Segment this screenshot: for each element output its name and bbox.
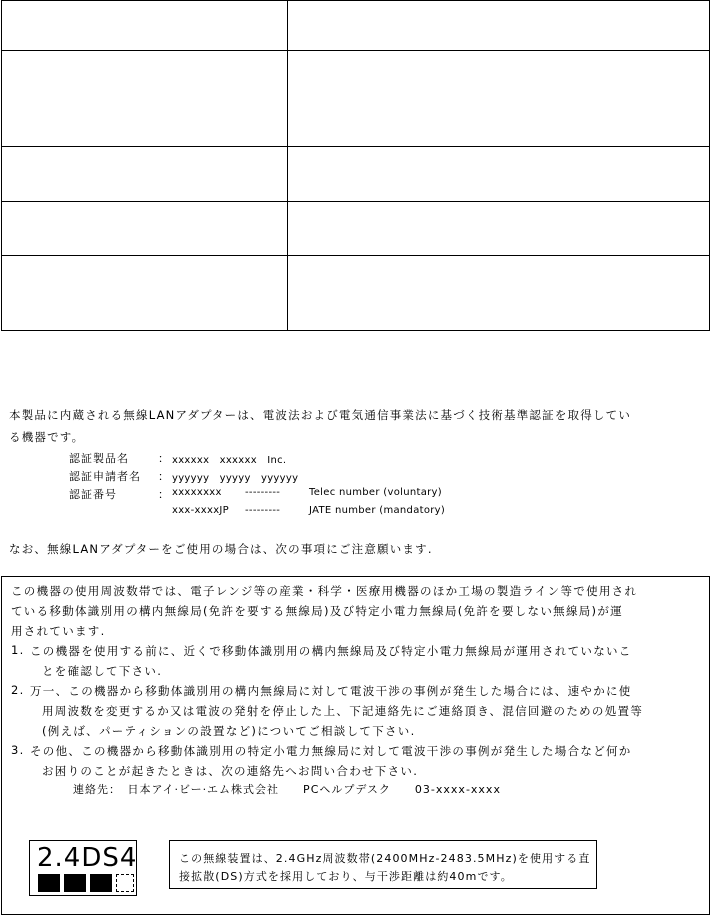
notice-para-line-3: 用されています. <box>11 624 106 638</box>
notice-item-2-line-1: 万一、この機器から移動体識別用の構内無線局に対して電波干渉の事例が発生した場合には、速やかに使 <box>30 684 632 698</box>
notice-para-line-1: この機器の使用周波数帯では、電子レンジ等の産業・科学・医療用機器のほか工場の製造ライン等で使用され <box>11 584 638 598</box>
jate-desc: JATE number (mandatory) <box>309 505 446 516</box>
cert-product-value: xxxxxx xxxxxx Inc. <box>172 455 287 466</box>
logo-bar-filled <box>38 874 60 892</box>
notice-item-2-line-3: (例えば、パーティションの設置など)についてご相談して下さい. <box>42 724 416 738</box>
table-cell <box>288 1 710 51</box>
notice-item-3-line-1: その他、この機器から移動体識別用の特定小電力無線局に対して電波干渉の事例が発生した場合など何か <box>30 744 632 758</box>
intro-line-2: る機器です。 <box>9 430 85 444</box>
radio-note-line-2: 接拡散(DS)方式を採用しており、与干渉距離は約40mです。 <box>179 870 513 883</box>
blank-info-table <box>1 0 710 331</box>
telec-code: xxxxxxxx <box>172 487 222 498</box>
table-cell <box>288 256 710 331</box>
notice-item-1-line-1: この機器を使用する前に、近くで移動体識別用の構内無線局及び特定小電力無線局が運用されていないこ <box>30 644 632 658</box>
intro-line-1: 本製品に内蔵される無線LANアダプターは、電波法および電気通信事業法に基づく技術基準認証を取得してい <box>9 408 632 422</box>
table-cell <box>2 202 288 256</box>
cert-number-label: 認証番号 <box>69 488 117 501</box>
table-cell <box>288 147 710 202</box>
notice-item-2-line-2: 用周波数を変更するか又は電波の発射を停止した上、下記連絡先にご連絡頂き、混信回避のための処置等 <box>42 704 644 718</box>
note-intro: なお、無線LANアダプターをご使用の場合は、次の事項にご注意願います. <box>9 542 433 556</box>
cert-product-label: 認証製品名 <box>69 452 129 465</box>
table-cell <box>2 256 288 331</box>
cert-applicant-sep: ： <box>158 470 170 483</box>
table-cell <box>2 147 288 202</box>
table-cell <box>2 1 288 51</box>
contact-line: 連絡先： 日本アイ·ビー·エム株式会社 PCヘルプデスク 03-xxxx-xxxx <box>73 783 501 796</box>
radio-note-line-1: この無線装置は、2.4GHz周波数帯(2400MHz-2483.5MHz)を使用する直 <box>179 852 591 865</box>
notice-item-3-line-2: お困りのことが起きたときは、次の連絡先へお問い合わせ下さい. <box>42 764 419 778</box>
table-cell <box>2 51 288 147</box>
notice-item-2-number: 2. <box>11 683 25 697</box>
radio-note-box <box>169 840 597 889</box>
jate-dash: --------- <box>245 505 281 516</box>
cert-product-sep: ： <box>158 452 170 465</box>
logo-bar-filled <box>90 874 112 892</box>
notice-item-3-number: 3. <box>11 743 25 757</box>
table-cell <box>288 202 710 256</box>
notice-item-1-line-2: とを確認して下さい. <box>42 664 163 678</box>
cert-applicant-label: 認証申請者名 <box>69 470 141 483</box>
table-cell <box>288 51 710 147</box>
cert-applicant-value: yyyyyy yyyyy yyyyyy <box>172 473 299 484</box>
jate-code: xxx-xxxxJP <box>172 505 230 516</box>
logo-bar-empty <box>116 874 134 892</box>
cert-number-sep: ： <box>158 488 170 501</box>
telec-dash: --------- <box>245 487 281 498</box>
notice-item-1-number: 1. <box>11 643 25 657</box>
frequency-logo <box>29 840 137 896</box>
telec-desc: Telec number (voluntary) <box>309 487 442 498</box>
logo-bar-filled <box>64 874 86 892</box>
notice-para-line-2: ている移動体識別用の構内無線局(免許を要する無線局)及び特定小電力無線局(免許を要しない無線局)が運 <box>11 604 623 618</box>
logo-text: 2.4DS4 <box>37 843 138 873</box>
